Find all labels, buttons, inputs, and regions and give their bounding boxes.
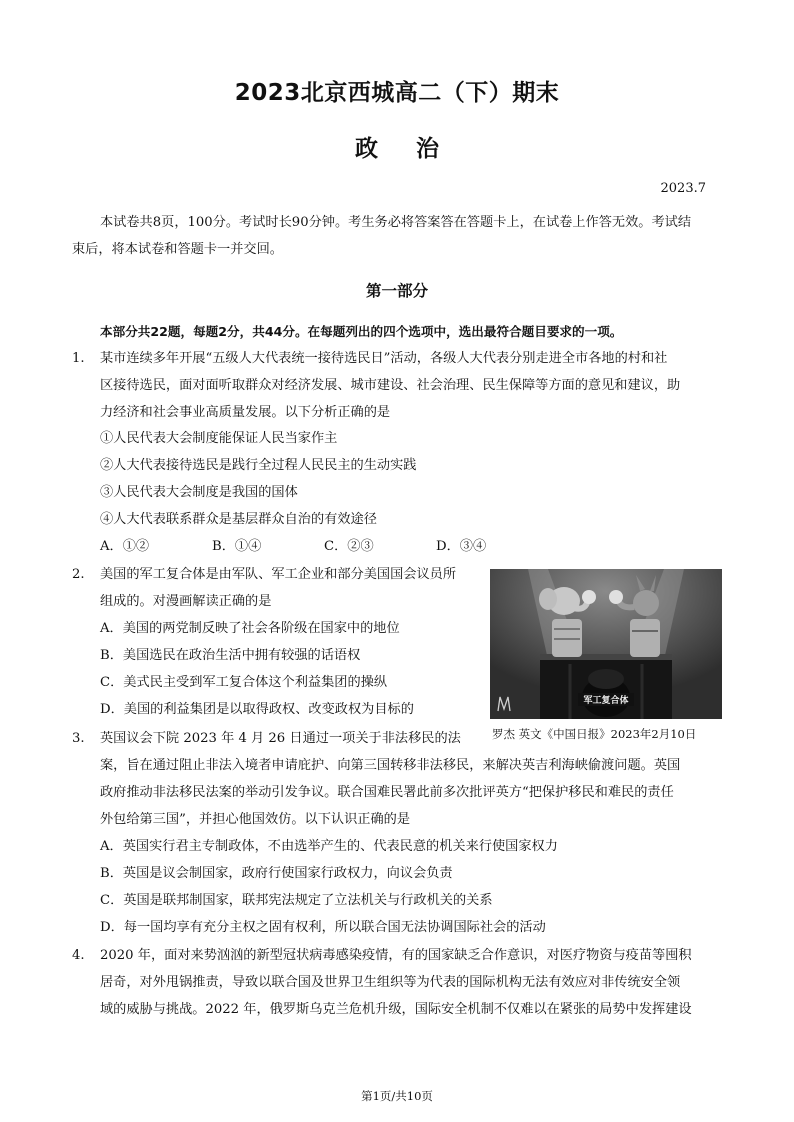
question-4-line: 居奇，对外甩锅推责，导致以联合国及世界卫生组织等为代表的国际机构无法有效应对非传统安全领: [100, 975, 681, 990]
question-4-line: 域的威胁与挑战。2022 年，俄罗斯乌克兰危机升级，国际安全机制不仅难以在紧张的局势中发挥建设: [100, 1002, 692, 1017]
question-3-option-c: C．英国是联邦制国家，联邦宪法规定了立法机关与行政机关的关系: [100, 893, 493, 908]
cartoon-illustration: [490, 569, 722, 719]
question-3-option-a: A．英国实行君主专制政体，不由选举产生的、代表民意的机关来行使国家权力: [100, 839, 558, 854]
question-1-option-c: C．②③: [324, 539, 374, 554]
question-1-line: 区接待选民，面对面听取群众对经济发展、城市建设、社会治理、民生保障等方面的意见和建议，助: [100, 378, 681, 393]
question-4-line: 2020 年，面对来势汹汹的新型冠状病毒感染疫情，有的国家缺乏合作意识，对医疗物资与疫苗等囤积: [100, 948, 692, 963]
question-3-number: 3.: [72, 731, 85, 746]
page-title: 2023北京西城高二（下）期末: [234, 80, 560, 106]
cartoon-caption: 罗杰 英文《中国日报》2023年2月10日: [492, 727, 697, 741]
instruction-line-1: 本试卷共8页，100分。考试时长90分钟。考生务必将答案答在答题卡上，在试卷上作答无效。考试结: [100, 215, 692, 230]
question-1-option-d: D．③④: [436, 539, 487, 554]
page-footer: 第1页/共10页: [361, 1089, 433, 1103]
question-1-line: 某市连续多年开展“五级人大代表统一接待选民日”活动，各级人大代表分别走进全市各地的村和社: [100, 351, 668, 366]
exam-date: 2023.7: [660, 181, 706, 196]
political-cartoon: [490, 569, 722, 719]
question-3-line: 政府推动非法移民法案的举动引发争议。联合国难民署此前多次批评英方“把保护移民和难民的责任: [100, 785, 674, 800]
section-title: 第一部分: [365, 282, 428, 300]
question-1-line: 力经济和社会事业高质量发展。以下分析正确的是: [100, 405, 391, 420]
question-2-number: 2.: [72, 567, 85, 582]
question-2-option-c: C．美式民主受到军工复合体这个利益集团的操纵: [100, 675, 388, 690]
question-1-item: ③人民代表大会制度是我国的国体: [100, 485, 298, 500]
question-1-option-a: A．①②: [100, 539, 150, 554]
question-2-option-d: D．美国的利益集团是以取得政权、改变政权为目标的: [100, 702, 414, 717]
question-2-option-a: A．美国的两党制反映了社会各阶级在国家中的地位: [100, 621, 400, 636]
question-4-number: 4.: [72, 948, 85, 963]
question-2-line: 美国的军工复合体是由军队、军工企业和部分美国国会议员所: [100, 567, 457, 582]
question-1-item: ②人大代表接待选民是践行全过程人民民主的生动实践: [100, 458, 417, 473]
section-note: 本部分共22题，每题2分，共44分。在每题列出的四个选项中，选出最符合题目要求的一项。: [100, 324, 623, 339]
question-3-line: 外包给第三国”，并担心他国效仿。以下认识正确的是: [100, 812, 411, 827]
question-3-line: 英国议会下院 2023 年 4 月 26 日通过一项关于非法移民的法: [100, 731, 461, 746]
question-3-line: 案，旨在通过阻止非法入境者申请庇护、向第三国转移非法移民，来解决英吉利海峡偷渡问题。英国: [100, 758, 681, 773]
question-1-item: ①人民代表大会制度能保证人民当家作主: [100, 431, 338, 446]
subject-title: 政治: [355, 136, 477, 162]
question-2-option-b: B．美国选民在政治生活中拥有较强的话语权: [100, 648, 361, 663]
cartoon-label: 军工复合体: [583, 696, 629, 706]
question-2-line: 组成的。对漫画解读正确的是: [100, 594, 272, 609]
instruction-line-2: 束后，将本试卷和答题卡一并交回。: [72, 242, 283, 257]
question-3-option-b: B．英国是议会制国家，政府行使国家行政权力，向议会负责: [100, 866, 453, 881]
question-1-option-b: B．①④: [212, 539, 262, 554]
question-3-option-d: D．每一国均享有充分主权之固有权利，所以联合国无法协调国际社会的活动: [100, 920, 546, 935]
question-1-number: 1.: [72, 351, 85, 366]
question-1-item: ④人大代表联系群众是基层群众自治的有效途径: [100, 512, 377, 527]
